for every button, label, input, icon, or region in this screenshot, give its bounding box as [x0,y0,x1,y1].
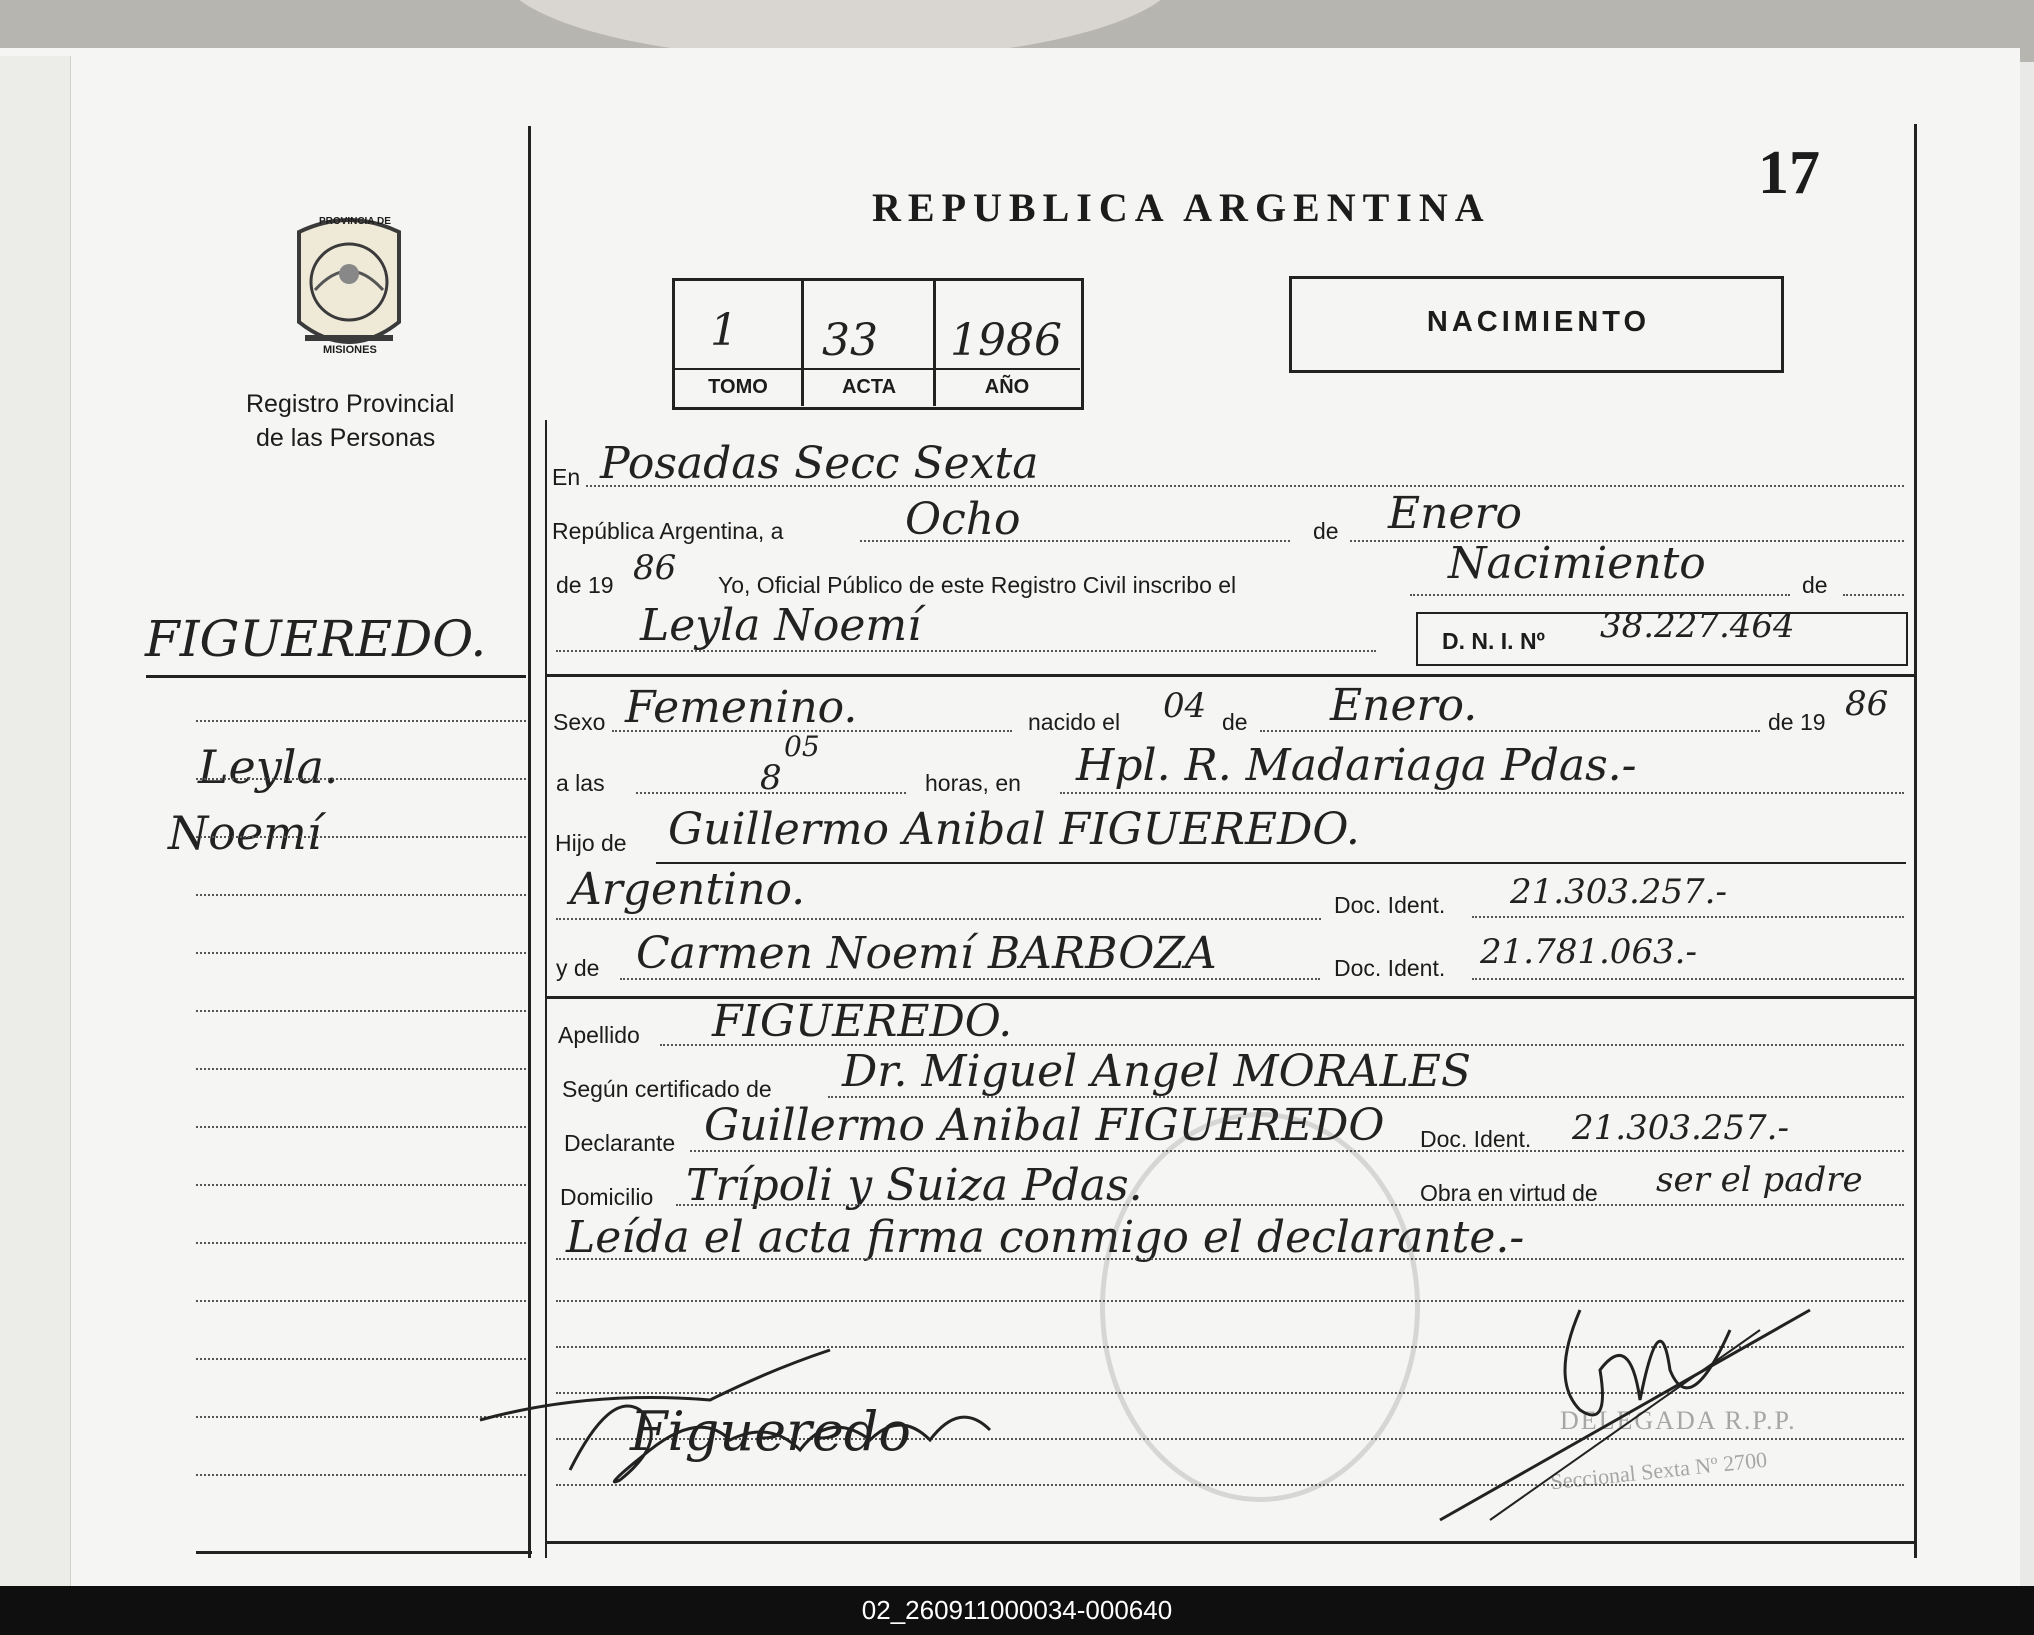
line [586,485,1904,487]
name-value: Leyla Noemí [640,600,922,651]
father-doc: 21.303.257.- [1510,872,1727,912]
obra-label: Obra en virtud de [1420,1180,1598,1206]
line [547,674,1914,677]
tomo-label: TOMO [708,376,768,398]
line [1410,594,1790,596]
line [556,918,1321,920]
acta-label: ACTA [841,376,897,398]
official-signature [1430,1270,1830,1535]
margin-dotted-line [196,836,526,838]
nacido-month: Enero. [1330,680,1478,731]
line [620,978,1320,980]
box-divider [674,368,1080,370]
act-type-label: NACIMIENTO [1426,306,1651,338]
sexo-value: Femenino. [625,682,858,733]
nacido-label: nacido el [1028,709,1121,735]
line [1060,792,1904,794]
day-value: Ocho [905,494,1021,545]
yde-label: y de [556,955,600,981]
nacido-year: 86 [1845,684,1889,724]
margin-name2: Noemí [168,806,322,860]
father-nationality: Argentino. [570,864,806,915]
margin-dotted-line [196,894,526,896]
line [860,540,1290,542]
official-stamp [1100,1112,1420,1502]
margin-dotted-line [196,1184,526,1186]
father-doc-label: Doc. Ident. [1334,892,1446,918]
margin-dotted-line [196,952,526,954]
margin-dotted-line [196,720,526,722]
box-divider [801,280,804,406]
de2-label: de [1802,572,1828,598]
line [556,650,1376,652]
stamp-line2: Seccional Sexta Nº 2700 [1549,1446,1769,1495]
margin-dotted-line [196,1068,526,1070]
margin-name1: Leyla. [198,740,339,794]
registry-line2: de las Personas [256,424,436,452]
line [636,792,906,794]
margin-dotted-line [196,1010,526,1012]
ano-label: AÑO [984,376,1030,398]
acta-value: 33 [822,315,878,366]
hijo-label: Hijo de [555,830,627,856]
domicilio-value: Trípoli y Suiza Pdas. [686,1160,1143,1211]
month-value: Enero [1388,488,1523,539]
apellido-value: FIGUEREDO. [712,996,1013,1047]
margin-bottom-line [196,1551,532,1554]
margin-surname: FIGUEREDO. [145,610,487,668]
frame-right-line [1914,124,1917,1558]
line [1260,730,1760,732]
place-value: Hpl. R. Madariaga Pdas.- [1076,740,1637,791]
en-label: En [552,464,581,490]
declarant-signature [470,1330,1030,1500]
declarante-label: Declarante [564,1130,676,1156]
horas-label: horas, en [925,770,1021,796]
stamp-line1: DELEGADA R.P.P. [1560,1406,1797,1435]
registry-line1: Registro Provincial [246,390,455,418]
hour-sup: 05 [784,730,820,763]
dni-label: D. N. I. Nº [1442,628,1545,654]
year-prefix: de 19 [556,572,614,598]
nacido-day: 04 [1163,686,1207,726]
mother-doc: 21.781.063.- [1480,932,1697,972]
dni-value: 38.227.464 [1600,606,1795,646]
inscribo-value: Nacimiento [1448,538,1706,589]
page-number: 17 [1758,139,1820,207]
nacido-de-label: de [1222,709,1248,735]
province-seal [285,212,413,360]
line [656,862,1906,864]
line [1472,916,1904,918]
margin-dotted-line [196,778,526,780]
box-divider [933,280,936,406]
declarante-doc-label: Doc. Ident. [1420,1126,1532,1152]
line [1472,978,1904,980]
mother-value: Carmen Noemí BARBOZA [636,928,1217,979]
apellido-label: Apellido [558,1022,640,1048]
leida-value: Leída el acta firma conmigo el declarante.- [566,1212,1525,1263]
father-value: Guillermo Anibal FIGUEREDO. [668,804,1360,855]
nacido-year-prefix: de 19 [1768,709,1826,735]
republica-label: República Argentina, a [552,518,784,544]
declarante-value: Guillermo Anibal FIGUEREDO [704,1100,1385,1151]
alas-label: a las [556,770,605,796]
de-label: de [1313,518,1339,544]
declarante-doc: 21.303.257.- [1572,1108,1789,1148]
declarant-signature-text: Figueredo [630,1400,911,1463]
line [828,1096,1904,1098]
page-title: REPUBLICA ARGENTINA [872,185,1491,230]
hour-value: 8 [760,758,782,798]
margin-dotted-line [196,1126,526,1128]
year-value: 86 [633,548,677,588]
sexo-label: Sexo [553,709,606,735]
line [1843,594,1904,596]
margin-underline [146,675,526,678]
image-code: 02_260911000034-000640 [0,1586,2034,1635]
margin-dotted-line [196,1242,526,1244]
seal-text-bottom: MISIONES [323,344,377,356]
seal-text-top: PROVINCIA DE [319,216,391,227]
ano-value: 1986 [950,315,1062,366]
certificado-value: Dr. Miguel Angel MORALES [842,1046,1472,1097]
previous-page-edge [0,56,71,1586]
certificado-label: Según certificado de [562,1076,772,1102]
tomo-value: 1 [710,305,738,356]
yo-label: Yo, Oficial Público de este Registro Civil inscribo el [718,572,1237,598]
en-value: Posadas Secc Sexta [600,438,1039,489]
domicilio-label: Domicilio [560,1184,654,1210]
form-bottom-line [547,1541,1914,1544]
mother-doc-label: Doc. Ident. [1334,955,1446,981]
obra-value: ser el padre [1656,1160,1863,1200]
margin-dotted-line [196,1300,526,1302]
